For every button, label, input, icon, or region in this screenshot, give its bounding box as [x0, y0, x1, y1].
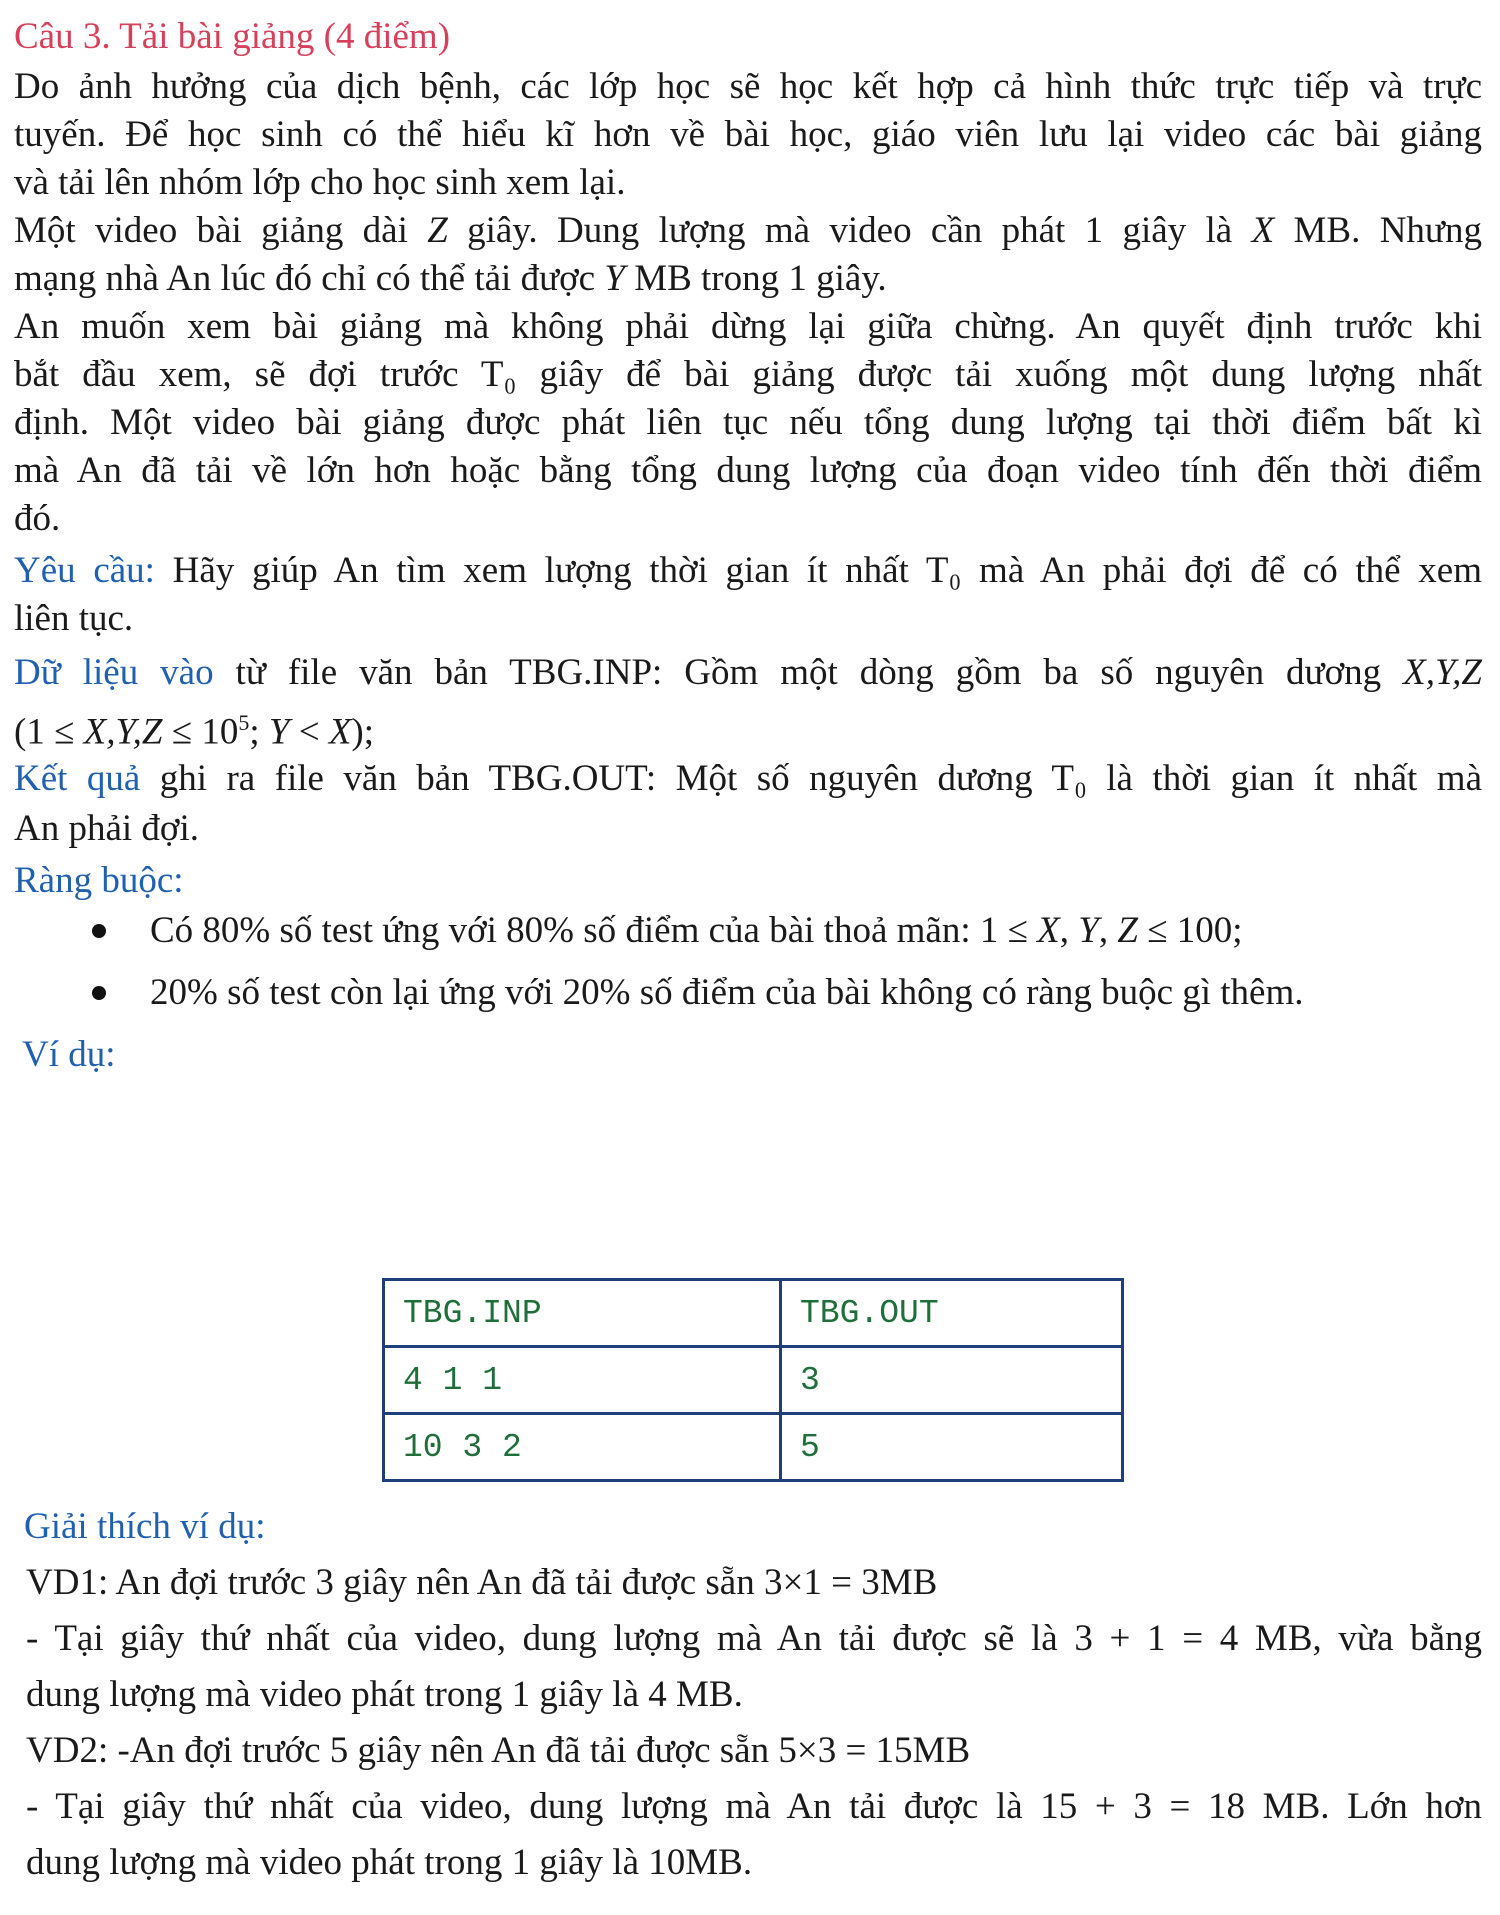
requirement-line-1 [14, 548, 1482, 594]
input-text: < [289, 711, 329, 753]
input-text: (1 ≤ [14, 711, 84, 753]
exponent: 5 [238, 710, 250, 735]
table-header-row [384, 1280, 1123, 1347]
para2-text: Một video bài giảng dài [14, 210, 428, 251]
cell-input: 10 3 2 [384, 1414, 781, 1481]
bullet-icon [92, 986, 106, 1000]
vd1-line-2: - Tại giây thứ nhất của video, dung lượng mà An tải được sẽ là 3 + 1 = 4 MB, vừa bằng [26, 1618, 1482, 1659]
vd1-line-3: dung lượng mà video phát trong 1 giây là 4 MB. [26, 1674, 743, 1715]
para3-line-4: mà An đã tải về lớn hơn hoặc bằng tổng dung lượng của đoạn video tính đến thời điểm [14, 450, 1482, 491]
header-input: TBG.INP [384, 1280, 781, 1347]
problem-title: Câu 3. Tải bài giảng (4 điểm) [14, 16, 451, 57]
example-table [382, 1278, 1124, 1482]
example-label: Ví dụ: [22, 1034, 116, 1075]
input-label: Dữ liệu vào [14, 652, 214, 693]
output-line-1 [14, 756, 1482, 802]
cell-output: 5 [781, 1414, 1123, 1481]
input-text: ); [351, 711, 375, 753]
vd1-line-1: VD1: An đợi trước 3 giây nên An đã tải được sẵn 3×1 = 3MB [26, 1562, 938, 1603]
output-label: Kết quả [14, 758, 141, 799]
header-output: TBG.OUT [781, 1280, 1123, 1347]
intro-line-2: tuyến. Để học sinh có thể hiểu kĩ hơn về bài học, giáo viên lưu lại video các bài giảng [14, 114, 1482, 155]
input-text: ; [249, 711, 269, 753]
table-row [384, 1347, 1123, 1414]
vd2-line-2: - Tại giây thứ nhất của video, dung lượng mà An tải được là 15 + 3 = 18 MB. Lớn hơn [26, 1786, 1482, 1827]
var-y: Y [604, 258, 625, 299]
var-x: X [328, 711, 352, 753]
input-vars: X,Y,Z [1403, 652, 1482, 693]
var-x: X [1251, 210, 1275, 251]
cell-output: 3 [781, 1347, 1123, 1414]
var-z: Z [427, 210, 448, 251]
var-z: Z [1117, 910, 1138, 951]
requirement-text: Hãy giúp An tìm xem lượng thời gian ít nhất T₀ mà An phải đợi để có thể xem [154, 550, 1482, 591]
para3-line-3: định. Một video bài giảng được phát liên tục nếu tổng dung lượng tại thời điểm bất kì [14, 402, 1482, 443]
para2-text: giây. Dung lượng mà video cần phát 1 giây là [447, 210, 1252, 251]
constraint-text: ≤ 100; [1137, 910, 1243, 951]
cell-input: 4 1 1 [384, 1347, 781, 1414]
input-text: từ file văn bản TBG.INP: Gồm một dòng gồm ba số nguyên dương [213, 652, 1404, 693]
input-text: ≤ 10 [162, 711, 239, 753]
para2-text: mạng nhà An lúc đó chỉ có thể tải được [14, 258, 605, 299]
input-vars: X,Y,Z [83, 711, 163, 753]
var-y: Y [268, 711, 290, 753]
constraint-text: , [1059, 910, 1079, 951]
para3-line-1: An muốn xem bài giảng mà không phải dừng lại giữa chừng. An quyết định trước khi [14, 306, 1482, 347]
constraint-2: 20% số test còn lại ứng với 20% số điểm của bài không có ràng buộc gì thêm. [150, 972, 1304, 1013]
constraint-text: Có 80% số test ứng với 80% số điểm của bài thoả mãn: 1 ≤ [150, 910, 1038, 951]
vd2-line-3: dung lượng mà video phát trong 1 giây là 10MB. [26, 1842, 753, 1883]
requirement-label: Yêu cầu: [14, 550, 155, 591]
output-text: ghi ra file văn bản TBG.OUT: Một số nguyên dương T₀ là thời gian ít nhất mà [140, 758, 1482, 799]
requirement-line-2: liên tục. [14, 598, 134, 639]
intro-line-3: và tải lên nhóm lớp cho học sinh xem lại. [14, 162, 626, 203]
para2-line-1 [14, 208, 1482, 254]
table-row [384, 1414, 1123, 1481]
para2-text: MB. Nhưng [1274, 210, 1482, 251]
constraint-text: , [1098, 910, 1118, 951]
input-line-1 [14, 650, 1482, 696]
para2-line-2 [14, 256, 1482, 302]
output-line-2: An phải đợi. [14, 808, 200, 849]
intro-line-1: Do ảnh hưởng của dịch bệnh, các lớp học sẽ học kết hợp cả hình thức trực tiếp và trực [14, 66, 1482, 107]
constraints-label: Ràng buộc: [14, 860, 184, 901]
explanation-label: Giải thích ví dụ: [24, 1506, 266, 1547]
para3-line-2: bắt đầu xem, sẽ đợi trước T₀ giây để bài giảng được tải xuống một dung lượng nhất [14, 354, 1482, 395]
input-line-2 [14, 700, 1482, 755]
var-y: Y [1078, 910, 1099, 951]
para3-line-5: đó. [14, 498, 61, 539]
para2-text: MB trong 1 giây. [624, 258, 887, 299]
bullet-icon [92, 924, 106, 938]
var-x: X [1037, 910, 1060, 951]
constraint-1 [150, 908, 1482, 954]
vd2-line-1: VD2: -An đợi trước 5 giây nên An đã tải được sẵn 5×3 = 15MB [26, 1730, 971, 1771]
